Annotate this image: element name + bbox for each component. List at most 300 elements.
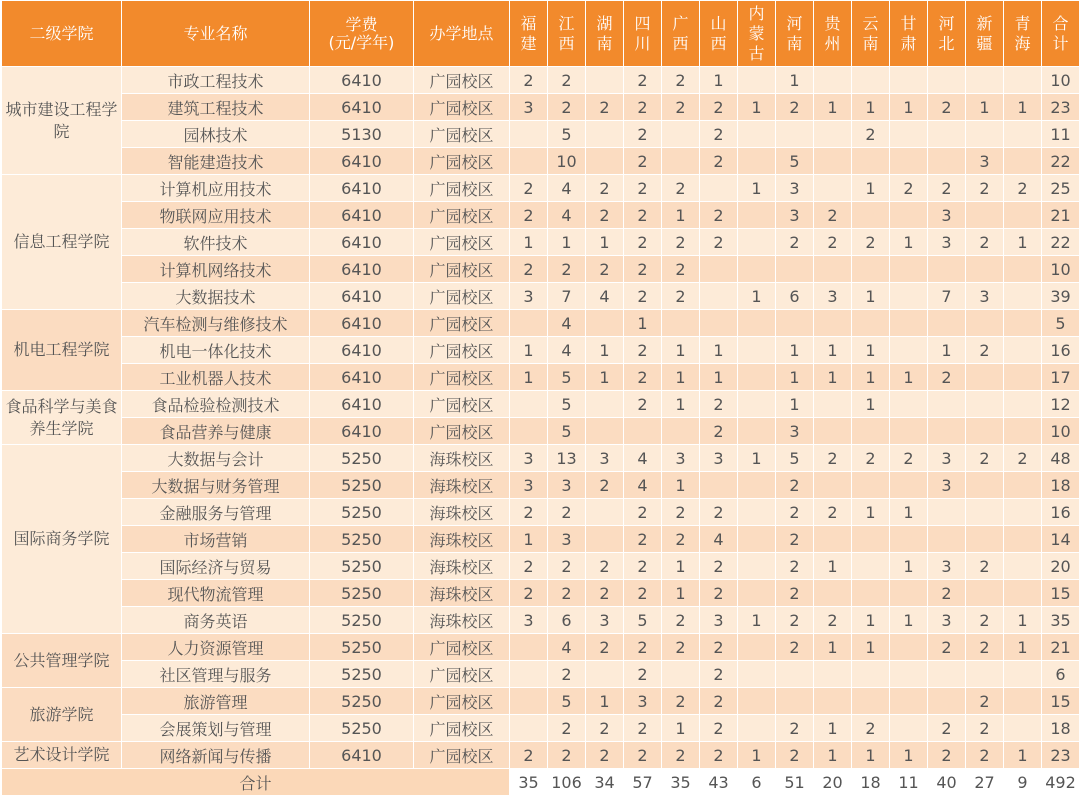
quota-cell: 1 — [852, 607, 890, 634]
quota-cell: 2 — [662, 607, 700, 634]
row-total-cell: 18 — [1042, 472, 1080, 499]
province-header-char: 新 — [976, 13, 993, 33]
quota-cell — [738, 256, 776, 283]
quota-cell — [852, 688, 890, 715]
province-header-char: 西 — [672, 33, 689, 53]
quota-cell — [928, 121, 966, 148]
fee-header — [310, 1, 414, 67]
quota-cell — [966, 418, 1004, 445]
table-row — [2, 310, 1080, 337]
quota-cell: 2 — [814, 499, 852, 526]
enrollment-plan-table — [1, 0, 1080, 796]
quota-cell — [738, 472, 776, 499]
quota-cell: 3 — [928, 229, 966, 256]
quota-cell: 3 — [814, 283, 852, 310]
major-cell: 市政工程技术 — [122, 67, 310, 94]
quota-cell — [852, 553, 890, 580]
quota-cell — [700, 310, 738, 337]
quota-cell: 2 — [700, 742, 738, 769]
quota-cell: 2 — [852, 445, 890, 472]
quota-cell: 1 — [852, 742, 890, 769]
quota-cell: 2 — [548, 94, 586, 121]
quota-cell: 2 — [510, 580, 548, 607]
quota-cell: 4 — [548, 634, 586, 661]
quota-cell — [510, 634, 548, 661]
province-header-char: 建 — [520, 33, 537, 53]
quota-cell: 2 — [814, 445, 852, 472]
quota-cell — [738, 634, 776, 661]
province-header-char: 南 — [596, 33, 613, 53]
total-cell: 43 — [700, 769, 738, 796]
major-cell: 商务英语 — [122, 607, 310, 634]
campus-cell: 广园校区 — [414, 391, 510, 418]
quota-cell — [928, 688, 966, 715]
quota-cell — [814, 121, 852, 148]
fee-cell: 5250 — [310, 526, 414, 553]
fee-header-line1: 学费 — [345, 14, 378, 34]
quota-cell: 2 — [700, 634, 738, 661]
quota-cell — [890, 391, 928, 418]
fee-cell: 6410 — [310, 202, 414, 229]
quota-cell: 4 — [624, 445, 662, 472]
table-row — [2, 256, 1080, 283]
province-header-char: 南 — [786, 33, 803, 53]
quota-cell: 3 — [928, 202, 966, 229]
row-total-cell: 15 — [1042, 580, 1080, 607]
row-total-cell: 10 — [1042, 256, 1080, 283]
table-row — [2, 175, 1080, 202]
quota-cell — [966, 661, 1004, 688]
quota-cell: 2 — [586, 94, 624, 121]
quota-cell: 1 — [662, 715, 700, 742]
quota-cell: 3 — [928, 607, 966, 634]
quota-cell: 5 — [624, 607, 662, 634]
quota-cell — [1004, 580, 1042, 607]
quota-cell: 1 — [890, 607, 928, 634]
province-header — [662, 1, 700, 67]
quota-cell: 1 — [738, 94, 776, 121]
quota-cell — [510, 688, 548, 715]
quota-cell: 2 — [928, 364, 966, 391]
quota-cell: 3 — [548, 472, 586, 499]
quota-cell — [738, 715, 776, 742]
quota-cell — [852, 67, 890, 94]
quota-cell: 1 — [852, 94, 890, 121]
quota-cell: 4 — [548, 175, 586, 202]
campus-cell: 广园校区 — [414, 418, 510, 445]
quota-cell: 1 — [776, 364, 814, 391]
province-header — [586, 1, 624, 67]
quota-cell: 2 — [662, 742, 700, 769]
quota-cell: 2 — [548, 661, 586, 688]
quota-cell — [662, 418, 700, 445]
quota-cell — [852, 661, 890, 688]
quota-cell: 2 — [700, 553, 738, 580]
quota-cell: 2 — [776, 472, 814, 499]
major-cell: 工业机器人技术 — [122, 364, 310, 391]
quota-cell: 2 — [776, 229, 814, 256]
quota-cell — [776, 661, 814, 688]
province-header — [814, 1, 852, 67]
quota-cell — [624, 418, 662, 445]
quota-cell — [966, 202, 1004, 229]
table-row — [2, 67, 1080, 94]
campus-header: 办学地点 — [414, 1, 510, 67]
quota-cell: 3 — [776, 418, 814, 445]
province-header-char: 海 — [1014, 33, 1031, 53]
quota-cell — [852, 472, 890, 499]
province-header — [700, 1, 738, 67]
quota-cell: 1 — [738, 175, 776, 202]
quota-cell: 1 — [776, 391, 814, 418]
quota-cell — [1004, 391, 1042, 418]
quota-cell: 1 — [814, 634, 852, 661]
quota-cell: 2 — [624, 202, 662, 229]
campus-cell: 广园校区 — [414, 283, 510, 310]
quota-cell — [738, 364, 776, 391]
quota-cell: 2 — [890, 175, 928, 202]
quota-cell: 1 — [814, 337, 852, 364]
province-header — [928, 1, 966, 67]
quota-cell: 1 — [586, 229, 624, 256]
quota-cell: 2 — [548, 499, 586, 526]
quota-cell — [738, 526, 776, 553]
province-header-char: 甘 — [900, 13, 917, 33]
table-row — [2, 283, 1080, 310]
campus-cell: 广园校区 — [414, 94, 510, 121]
quota-cell: 4 — [624, 472, 662, 499]
quota-cell: 2 — [624, 67, 662, 94]
quota-cell: 1 — [852, 634, 890, 661]
fee-cell: 5250 — [310, 445, 414, 472]
quota-cell: 2 — [586, 553, 624, 580]
quota-cell: 3 — [966, 283, 1004, 310]
table-row — [2, 337, 1080, 364]
province-header-char: 计 — [1052, 33, 1069, 53]
quota-cell: 2 — [776, 553, 814, 580]
major-cell: 大数据与财务管理 — [122, 472, 310, 499]
total-cell: 11 — [890, 769, 928, 796]
total-cell: 57 — [624, 769, 662, 796]
quota-cell — [966, 67, 1004, 94]
quota-cell — [738, 67, 776, 94]
quota-cell: 1 — [662, 202, 700, 229]
quota-cell — [966, 499, 1004, 526]
quota-cell: 2 — [700, 661, 738, 688]
quota-cell: 2 — [966, 715, 1004, 742]
quota-cell — [890, 256, 928, 283]
campus-cell: 广园校区 — [414, 202, 510, 229]
quota-cell — [586, 121, 624, 148]
table-row — [2, 418, 1080, 445]
major-cell: 网络新闻与传播 — [122, 742, 310, 769]
quota-cell — [814, 472, 852, 499]
quota-cell — [586, 391, 624, 418]
quota-cell — [700, 283, 738, 310]
quota-cell — [814, 418, 852, 445]
quota-cell: 1 — [662, 472, 700, 499]
row-total-cell: 12 — [1042, 391, 1080, 418]
quota-cell: 1 — [890, 364, 928, 391]
row-total-cell: 5 — [1042, 310, 1080, 337]
quota-cell: 1 — [814, 553, 852, 580]
quota-cell: 2 — [510, 256, 548, 283]
province-header-char: 内 — [748, 3, 765, 23]
province-header — [510, 1, 548, 67]
province-header — [1004, 1, 1042, 67]
quota-cell — [738, 229, 776, 256]
quota-cell: 2 — [548, 742, 586, 769]
quota-cell — [586, 418, 624, 445]
quota-cell: 2 — [928, 634, 966, 661]
quota-cell — [1004, 418, 1042, 445]
quota-cell: 2 — [700, 418, 738, 445]
college-cell: 食品科学与美食养生学院 — [2, 391, 122, 445]
row-total-cell: 20 — [1042, 553, 1080, 580]
province-header-char: 四 — [634, 13, 651, 33]
quota-cell: 4 — [700, 526, 738, 553]
quota-cell — [966, 472, 1004, 499]
quota-cell — [814, 391, 852, 418]
quota-cell: 2 — [890, 445, 928, 472]
quota-cell: 1 — [738, 445, 776, 472]
fee-cell: 6410 — [310, 67, 414, 94]
campus-cell: 广园校区 — [414, 364, 510, 391]
quota-cell — [586, 526, 624, 553]
college-cell: 公共管理学院 — [2, 634, 122, 688]
quota-cell: 2 — [662, 229, 700, 256]
fee-cell: 6410 — [310, 310, 414, 337]
quota-cell — [776, 688, 814, 715]
fee-header-line2: (元/学年) — [328, 32, 395, 52]
quota-cell: 2 — [776, 580, 814, 607]
quota-cell — [700, 175, 738, 202]
quota-cell — [852, 526, 890, 553]
quota-cell: 2 — [852, 229, 890, 256]
campus-cell: 广园校区 — [414, 688, 510, 715]
quota-cell — [1004, 67, 1042, 94]
quota-cell: 2 — [624, 661, 662, 688]
quota-cell: 2 — [586, 175, 624, 202]
quota-cell: 1 — [700, 364, 738, 391]
campus-cell: 海珠校区 — [414, 445, 510, 472]
quota-cell: 1 — [814, 742, 852, 769]
quota-cell: 3 — [776, 202, 814, 229]
fee-cell: 6410 — [310, 742, 414, 769]
college-cell: 旅游学院 — [2, 688, 122, 742]
quota-cell — [890, 283, 928, 310]
quota-cell — [510, 391, 548, 418]
row-total-cell: 39 — [1042, 283, 1080, 310]
quota-cell — [738, 418, 776, 445]
quota-cell: 1 — [890, 94, 928, 121]
quota-cell — [1004, 499, 1042, 526]
major-cell: 国际经济与贸易 — [122, 553, 310, 580]
campus-cell: 海珠校区 — [414, 607, 510, 634]
quota-cell — [890, 580, 928, 607]
province-header-char: 西 — [710, 33, 727, 53]
quota-cell: 3 — [624, 688, 662, 715]
quota-cell — [510, 121, 548, 148]
quota-cell: 2 — [966, 337, 1004, 364]
quota-cell: 1 — [890, 742, 928, 769]
quota-cell: 2 — [624, 175, 662, 202]
fee-cell: 6410 — [310, 148, 414, 175]
province-header-char: 州 — [824, 33, 841, 53]
quota-cell: 1 — [738, 607, 776, 634]
quota-cell — [662, 121, 700, 148]
quota-cell: 2 — [966, 634, 1004, 661]
quota-cell: 6 — [776, 283, 814, 310]
quota-cell — [586, 310, 624, 337]
quota-cell: 5 — [776, 148, 814, 175]
quota-cell: 2 — [510, 499, 548, 526]
province-header-char: 蒙 — [748, 23, 765, 43]
row-total-cell: 22 — [1042, 148, 1080, 175]
province-header — [852, 1, 890, 67]
quota-cell: 1 — [586, 688, 624, 715]
quota-cell: 3 — [510, 607, 548, 634]
quota-cell: 2 — [662, 499, 700, 526]
quota-cell: 2 — [662, 283, 700, 310]
quota-cell — [510, 418, 548, 445]
quota-cell: 2 — [814, 607, 852, 634]
major-cell: 机电一体化技术 — [122, 337, 310, 364]
quota-cell: 2 — [510, 175, 548, 202]
quota-cell — [966, 391, 1004, 418]
quota-cell — [814, 148, 852, 175]
quota-cell: 2 — [586, 634, 624, 661]
total-cell: 492 — [1042, 769, 1080, 796]
row-total-cell: 18 — [1042, 715, 1080, 742]
province-header-char: 云 — [862, 13, 879, 33]
quota-cell: 2 — [624, 580, 662, 607]
quota-cell — [776, 256, 814, 283]
quota-cell: 2 — [624, 229, 662, 256]
campus-cell: 广园校区 — [414, 310, 510, 337]
fee-cell: 5250 — [310, 607, 414, 634]
quota-cell — [890, 715, 928, 742]
quota-cell: 2 — [586, 472, 624, 499]
quota-cell: 2 — [776, 526, 814, 553]
quota-cell: 2 — [662, 256, 700, 283]
table-row — [2, 364, 1080, 391]
quota-cell — [738, 553, 776, 580]
quota-cell — [1004, 121, 1042, 148]
quota-cell: 2 — [624, 553, 662, 580]
quota-cell: 2 — [624, 634, 662, 661]
quota-cell: 3 — [928, 553, 966, 580]
quota-cell — [738, 148, 776, 175]
quota-cell: 4 — [548, 310, 586, 337]
table-row — [2, 688, 1080, 715]
quota-cell: 5 — [776, 445, 814, 472]
table-row — [2, 580, 1080, 607]
quota-cell — [700, 256, 738, 283]
row-total-cell: 10 — [1042, 418, 1080, 445]
quota-cell — [1004, 337, 1042, 364]
campus-cell: 海珠校区 — [414, 580, 510, 607]
quota-cell: 7 — [928, 283, 966, 310]
quota-cell: 2 — [662, 67, 700, 94]
province-header-char: 江 — [558, 13, 575, 33]
quota-cell — [738, 580, 776, 607]
quota-cell: 2 — [624, 337, 662, 364]
quota-cell: 3 — [510, 94, 548, 121]
quota-cell: 1 — [662, 580, 700, 607]
major-cell: 园林技术 — [122, 121, 310, 148]
fee-cell: 6410 — [310, 283, 414, 310]
quota-cell: 2 — [624, 526, 662, 553]
major-header: 专业名称 — [122, 1, 310, 67]
total-cell: 51 — [776, 769, 814, 796]
quota-cell — [890, 337, 928, 364]
quota-cell: 2 — [966, 742, 1004, 769]
quota-cell: 2 — [928, 580, 966, 607]
province-header — [776, 1, 814, 67]
quota-cell: 2 — [586, 715, 624, 742]
quota-cell: 2 — [624, 499, 662, 526]
quota-cell: 1 — [510, 337, 548, 364]
row-total-cell: 22 — [1042, 229, 1080, 256]
table-row — [2, 229, 1080, 256]
quota-cell: 2 — [776, 94, 814, 121]
quota-cell: 1 — [510, 229, 548, 256]
campus-cell: 海珠校区 — [414, 553, 510, 580]
province-header-char: 贵 — [824, 13, 841, 33]
quota-cell: 2 — [700, 94, 738, 121]
quota-cell — [928, 499, 966, 526]
fee-cell: 5250 — [310, 715, 414, 742]
quota-cell — [966, 364, 1004, 391]
major-cell: 计算机应用技术 — [122, 175, 310, 202]
quota-cell — [1004, 472, 1042, 499]
quota-cell — [1004, 256, 1042, 283]
table-body — [2, 67, 1080, 796]
quota-cell: 1 — [738, 742, 776, 769]
quota-cell: 3 — [548, 526, 586, 553]
quota-cell: 2 — [928, 742, 966, 769]
row-total-cell: 21 — [1042, 202, 1080, 229]
row-total-cell: 16 — [1042, 337, 1080, 364]
quota-cell — [510, 661, 548, 688]
campus-cell: 广园校区 — [414, 634, 510, 661]
province-header — [890, 1, 928, 67]
quota-cell: 1 — [662, 364, 700, 391]
quota-cell: 1 — [662, 553, 700, 580]
quota-cell: 1 — [852, 364, 890, 391]
quota-cell — [738, 310, 776, 337]
quota-cell: 3 — [510, 472, 548, 499]
quota-cell — [1004, 364, 1042, 391]
quota-cell: 1 — [586, 337, 624, 364]
quota-cell: 1 — [776, 67, 814, 94]
quota-cell — [814, 310, 852, 337]
table-row — [2, 553, 1080, 580]
campus-cell: 广园校区 — [414, 742, 510, 769]
quota-cell — [662, 661, 700, 688]
province-header-char: 合 — [1052, 13, 1069, 33]
quota-cell: 13 — [548, 445, 586, 472]
quota-cell: 4 — [548, 202, 586, 229]
quota-cell — [928, 661, 966, 688]
quota-cell — [1004, 283, 1042, 310]
quota-cell: 1 — [662, 337, 700, 364]
quota-cell — [510, 310, 548, 337]
fee-cell: 5250 — [310, 661, 414, 688]
quota-cell: 1 — [814, 94, 852, 121]
quota-cell: 2 — [928, 94, 966, 121]
